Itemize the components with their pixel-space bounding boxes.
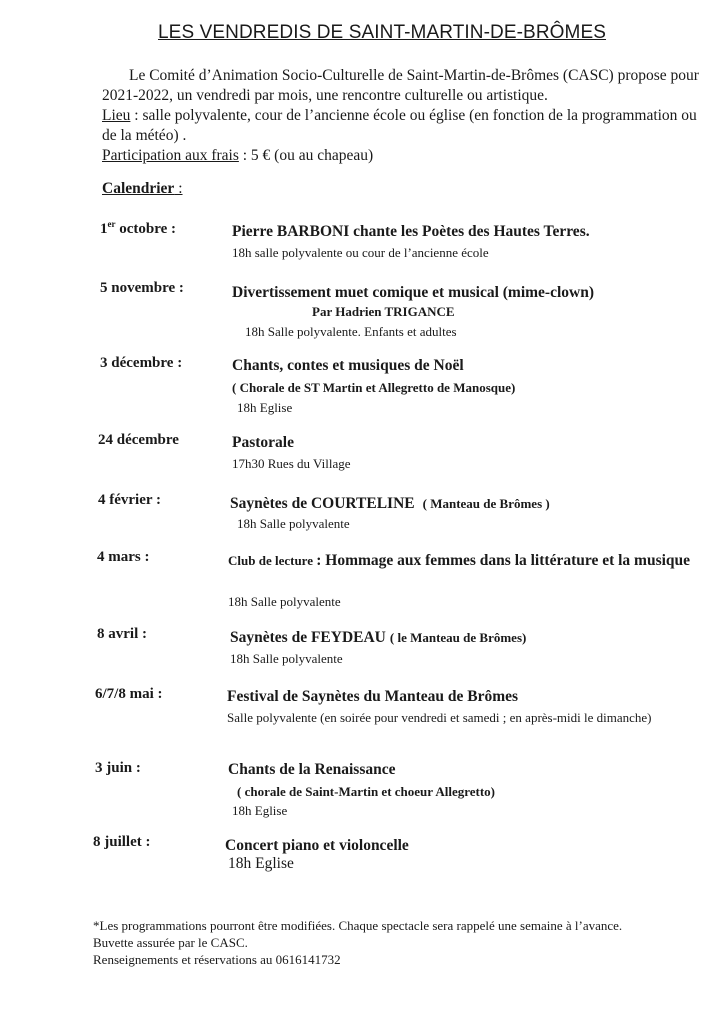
event-info: 18h Eglise [237,400,293,415]
participation-line [102,146,702,166]
footer-notes [93,917,653,968]
event-title: Pierre BARBONI chante les Poètes des Hautes Terres. [232,223,590,240]
footer-contact: Renseignements et réservations au 0616141732 [93,952,341,967]
event-info: 18h Eglise [228,855,294,872]
page-title: LES VENDREDIS DE SAINT-MARTIN-DE-BRÔMES [158,22,607,43]
event-subtitle: ( le Manteau de Brômes) [389,630,527,645]
event-date: 24 décembre [98,432,179,448]
intro-block [102,66,702,166]
lieu-line [102,106,702,146]
event-title: Concert piano et violoncelle [225,837,409,854]
event-info: 18h Eglise [232,803,288,818]
event-title: Festival de Saynètes du Manteau de Brômes [227,688,519,705]
event-title-prefix: Club de lecture [228,553,317,568]
event-date: 5 novembre : [100,280,184,296]
lieu-text: : salle polyvalente, cour de l’ancienne école ou église (en fonction de la programmation ou de la météo) . [102,107,697,144]
event-title-block [228,551,698,571]
calendar-heading [102,180,183,198]
event-info: 18h Salle polyvalente. Enfants et adultes [245,324,457,339]
event-subtitle: ( chorale de Saint-Martin et choeur Allegretto) [237,784,496,799]
event-title: Chants, contes et musiques de Noël [232,357,464,374]
lieu-label: Lieu [102,107,131,124]
event-subtitle: ( Manteau de Brômes ) [422,496,550,511]
event-info: 18h Salle polyvalente [237,516,350,531]
event-title: Chants de la Renaissance [228,761,396,778]
event-date: 1er octobre : [100,219,177,237]
event-date: 4 février : [98,492,162,508]
event-info: 18h salle polyvalente ou cour de l’ancienne école [232,245,489,260]
event-info: 18h Salle polyvalente [228,594,341,609]
event-title: Saynètes de FEYDEAU [230,629,386,646]
participation-text: : 5 € (ou au chapeau) [238,147,374,164]
event-title: Divertissement muet comique et musical (mime-clown) [232,284,595,301]
participation-label: Participation aux frais [102,147,239,164]
footer-disclaimer: *Les programmations pourront être modifiées. Chaque spectacle sera rappelé une semaine à l’avance. [93,918,623,933]
event-date: 3 juin : [95,760,141,776]
event-title: Pastorale [232,434,294,451]
footer-buvette: Buvette assurée par le CASC. [93,935,248,950]
event-info: 17h30 Rues du Village [232,456,351,471]
event-date: 8 avril : [97,626,147,642]
event-subtitle: Par Hadrien TRIGANCE [312,304,455,319]
intro-description: Le Comité d’Animation Socio-Culturelle de Saint-Martin-de-Brômes (CASC) propose pour 2021-2022, un vendredi par mois, une rencontre culturelle ou artistique. [102,67,699,104]
event-date: 8 juillet : [93,834,151,850]
calendar-label: Calendrier [102,180,175,197]
event-title-line [230,495,550,513]
calendar-colon: : [174,180,183,197]
event-date: 3 décembre : [100,355,183,371]
event-title: : Hommage aux femmes dans la littérature et la musique [316,552,691,569]
event-title-line [230,629,526,647]
event-info: Salle polyvalente (en soirée pour vendredi et samedi ; en après-midi le dimanche) [227,710,652,725]
event-date: 6/7/8 mai : [95,686,163,702]
event-date: 4 mars : [97,549,150,565]
event-info: 18h Salle polyvalente [230,651,343,666]
event-title: Saynètes de COURTELINE [230,495,415,512]
event-subtitle: ( Chorale de ST Martin et Allegretto de Manosque) [232,380,516,395]
